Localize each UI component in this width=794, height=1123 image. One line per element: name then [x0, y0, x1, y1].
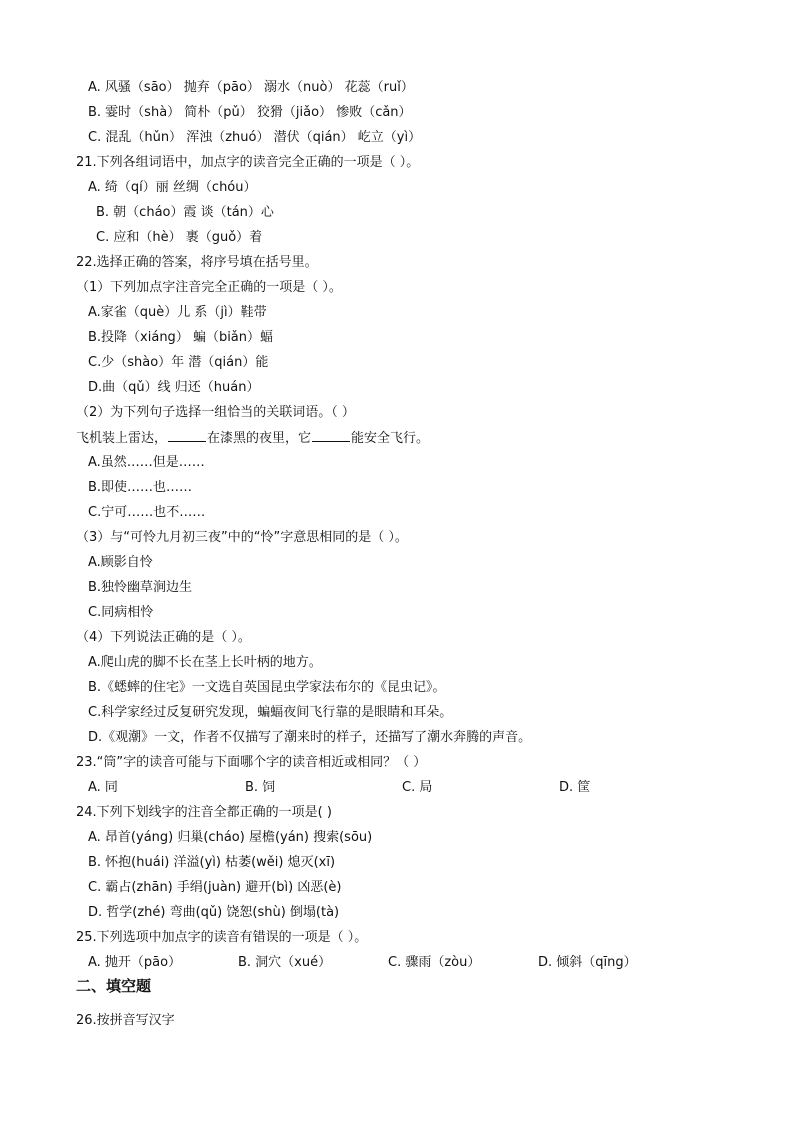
q22-1-option-b: B.投降（xiáng） 蝙（biǎn）蝠 [88, 330, 274, 345]
q24-option-b: B. 怀抱(huái) 洋溢(yì) 枯萎(wěi) 熄灭(xī) [88, 855, 336, 870]
q25-option-a: A. 抛开（pāo） [88, 955, 182, 970]
q22-2-option-a: A.虽然……但是…… [88, 455, 205, 470]
q25-stem: 25.下列选项中加点字的读音有错误的一项是（ ）。 [76, 930, 368, 945]
q23-option-a: A. 同 [88, 780, 118, 795]
q22-3-option-a: A.顾影自怜 [88, 555, 153, 570]
q22-4-stem: （4）下列说法正确的是（ ）。 [76, 630, 251, 645]
q22-2-option-c: C.宁可……也不…… [88, 505, 206, 520]
q21-option-c: C. 应和（hè） 裹（guǒ）着 [96, 230, 263, 245]
q24-option-d: D. 哲学(zhé) 弯曲(qǔ) 饶恕(shù) 倒塌(tà) [88, 905, 340, 920]
q22-4-option-a: A.爬山虎的脚不长在茎上长叶柄的地方。 [88, 655, 322, 670]
q22-1-option-d: D.曲（qǔ）线 归还（huán） [88, 380, 260, 395]
fill-blank [168, 429, 206, 442]
q25-options [88, 954, 637, 972]
q22-1-stem: （1）下列加点字注音完全正确的一项是（ ）。 [76, 280, 342, 295]
q22-4-option-d: D.《观潮》一文，作者不仅描写了潮来时的样子，还描写了潮水奔腾的声音。 [88, 730, 532, 745]
sentence-part-1: 飞机装上雷达， [76, 431, 168, 446]
q22-2-option-b: B.即使……也…… [88, 480, 193, 495]
q22-3-stem: （3）与“可怜九月初三夜”中的“怜”字意思相同的是（ ）。 [76, 530, 408, 545]
q20-option-c: C. 混乱（hǔn） 浑浊（zhuó） 潜伏（qián） 屹立（yì） [88, 130, 422, 145]
q26-stem: 26.按拼音写汉字 [76, 1013, 175, 1028]
q22-4-option-c: C.科学家经过反复研究发现，蝙蝠夜间飞行靠的是眼睛和耳朵。 [88, 705, 453, 720]
sentence-part-3: 能安全飞行。 [351, 431, 430, 446]
sentence-part-2: 在漆黑的夜里，它 [207, 431, 312, 446]
q22-1-option-a: A.家雀（què）儿 系（jì）鞋带 [88, 305, 267, 320]
q21-stem: 21.下列各组词语中，加点字的读音完全正确的一项是（ ）。 [76, 155, 420, 170]
q25-option-b: B. 洞穴（xué） [238, 955, 332, 970]
section-heading: 二、填空题 [76, 977, 152, 995]
fill-blank [312, 429, 350, 442]
q25-option-d: D. 倾斜（qīng） [538, 955, 637, 970]
q24-option-a: A. 昂首(yáng) 归巢(cháo) 屋檐(yán) 搜索(sōu) [88, 830, 373, 845]
q22-2-sentence [76, 429, 429, 448]
q23-stem: 23.“筒”字的读音可能与下面哪个字的读音相近或相同？（ ） [76, 755, 427, 770]
q22-2-stem: （2）为下列句子选择一组恰当的关联词语。（ ） [76, 405, 355, 420]
q22-1-option-c: C.少（shào）年 潜（qián）能 [88, 355, 269, 370]
q22-3-option-c: C.同病相怜 [88, 605, 154, 620]
q25-option-c: C. 骤雨（zòu） [388, 955, 481, 970]
q23-option-c: C. 局 [402, 780, 433, 795]
q22-stem: 22.选择正确的答案，将序号填在括号里。 [76, 255, 318, 270]
q22-4-option-b: B.《蟋蟀的住宅》一文选自英国昆虫学家法布尔的《昆虫记》。 [88, 680, 446, 695]
q24-stem: 24.下列下划线字的注音全都正确的一项是( ) [76, 805, 332, 820]
q23-option-b: B. 饲 [245, 780, 276, 795]
q20-option-b: B. 霎时（shà） 简朴（pǔ） 狡猾（jiǎo） 惨败（cǎn） [88, 105, 412, 120]
q24-option-c: C. 霸占(zhān) 手绢(juàn) 避开(bì) 凶恶(è) [88, 880, 342, 895]
q21-option-a: A. 绮（qí）丽 丝绸（chóu） [88, 180, 257, 195]
q23-options [88, 779, 590, 797]
q23-option-d: D. 筐 [559, 780, 591, 795]
q21-option-b: B. 朝（cháo）霞 谈（tán）心 [96, 205, 274, 220]
q22-3-option-b: B.独怜幽草涧边生 [88, 580, 193, 595]
q20-option-a: A. 风骚（sāo） 抛弃（pāo） 溺水（nuò） 花蕊（ruǐ） [88, 80, 414, 95]
